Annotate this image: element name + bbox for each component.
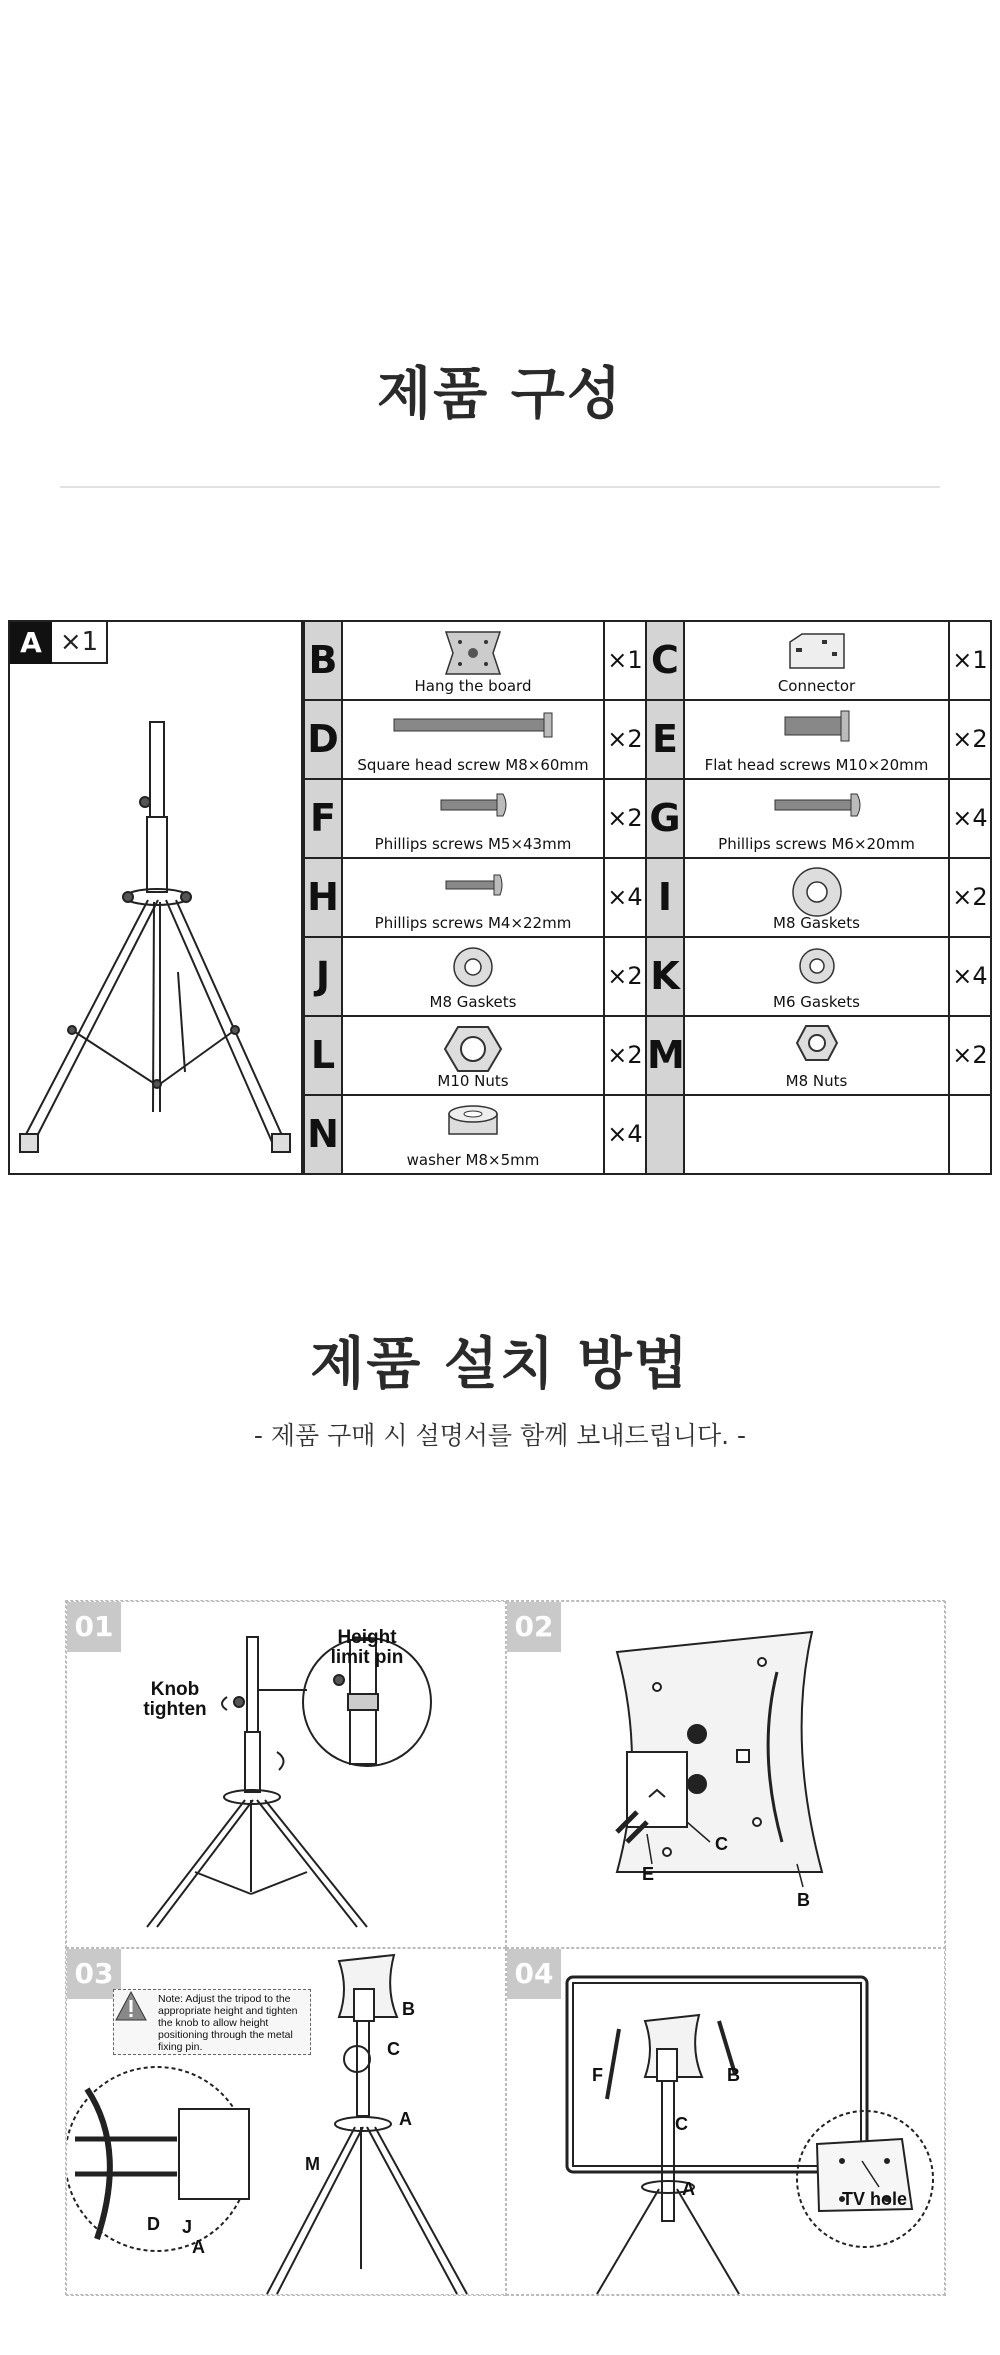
gasket-icon [795,944,839,988]
part-letter: I [645,859,685,936]
step-03-panel [66,1948,506,2296]
part-label: M8 Gaskets [773,914,860,932]
height-limit-pin-label: Height limit pin [330,1627,404,1668]
step-number: 02 [507,1602,561,1652]
warning-icon [114,1990,148,2022]
part-description [685,701,950,778]
parts-row [303,780,990,859]
part-quantity: ×2 [607,804,643,832]
part-a-cell [10,622,303,1173]
part-label: M6 Gaskets [773,993,860,1011]
screw-icon [767,786,867,826]
part-letter: N [303,1096,343,1173]
marker-c: C [387,2039,400,2059]
knob-tighten-label: Knob tighten [143,1679,207,1720]
marker-m: M [305,2154,320,2174]
part-letter-empty [645,1096,685,1173]
part-description [343,701,605,778]
marker-a: A [399,2109,412,2129]
part-letter: L [303,1017,343,1094]
hex-nut-icon [795,1023,839,1063]
part-label: M10 Nuts [437,1072,509,1090]
marker-b: B [402,1999,415,2019]
long-screw-icon [388,707,558,747]
parts-row [303,859,990,938]
part-description [343,938,605,1015]
part-label: Flat head screws M10×20mm [704,756,929,774]
part-description [343,780,605,857]
marker-f: F [592,2065,603,2085]
part-label: Square head screw M8×60mm [357,756,589,774]
section-title-components: 제품 구성 [377,362,623,427]
parts-row [303,701,990,780]
part-quantity: ×1 [607,646,643,674]
marker-j: J [182,2217,193,2237]
parts-row [303,1017,990,1096]
part-letter: D [303,701,343,778]
marker-e: E [642,1864,655,1884]
part-quantity-empty [950,1096,990,1173]
parts-row [303,1096,990,1173]
washer-icon [443,1102,503,1142]
tripod-knob-illustration [67,1602,506,1948]
marker-b: B [797,1890,810,1910]
connector-icon [782,628,852,678]
part-description [685,938,950,1015]
part-letter: H [303,859,343,936]
part-description [343,1017,605,1094]
part-quantity: ×4 [607,883,643,911]
part-description [343,1096,605,1173]
part-quantity: ×2 [607,725,643,753]
part-description [685,1017,950,1094]
part-letter: A [10,622,52,664]
part-quantity: ×2 [952,725,988,753]
part-label: M8 Gaskets [429,993,517,1011]
gasket-icon [448,944,498,990]
divider [60,486,940,488]
part-description [343,859,605,936]
step-04-panel [506,1948,946,2296]
step-number: 01 [67,1602,121,1652]
tv-mount-illustration [507,1949,946,2296]
marker-a: A [192,2237,205,2257]
marker-c: C [675,2114,688,2134]
adjust-note-text: Note: Adjust the tripod to the appropriate height and tighten the knob to allow height positioning through the metal fixing pin. [158,1993,298,2054]
parts-table [8,620,992,1175]
gasket-icon [787,865,847,919]
screw-icon [433,786,513,826]
installation-steps [65,1600,945,2295]
board-connector-illustration [507,1602,946,1948]
part-quantity: ×2 [952,1041,988,1069]
part-description [685,780,950,857]
step-02-panel [506,1601,946,1948]
marker-a: A [682,2179,695,2199]
part-letter: K [645,938,685,1015]
part-letter: E [645,701,685,778]
part-label: Phillips screws M5×43mm [374,835,572,853]
part-letter: G [645,780,685,857]
marker-c: C [715,1834,728,1854]
part-quantity: ×4 [952,804,988,832]
part-letter: B [303,622,343,699]
step-number: 03 [67,1949,121,1999]
part-description [343,622,605,699]
step-01-panel [66,1601,506,1948]
part-label: Connector [777,677,856,695]
part-quantity: ×2 [952,883,988,911]
parts-row [303,938,990,1017]
part-label: M8 Nuts [785,1072,848,1090]
tripod-icon [10,672,303,1172]
step-number: 04 [507,1949,561,1999]
adjust-note [113,1989,311,2055]
part-quantity: ×4 [607,1120,643,1148]
part-label: Phillips screws M4×22mm [374,914,572,932]
part-description [685,859,950,936]
small-screw-icon [438,865,508,905]
section-subtitle: - 제품 구매 시 설명서를 함께 보내드립니다. - [253,1421,747,1450]
hex-nut-icon [443,1023,503,1075]
part-label: washer M8×5mm [406,1151,540,1169]
marker-d: D [147,2214,160,2234]
part-letter: C [645,622,685,699]
section-title-installation: 제품 설치 방법 [310,1332,690,1397]
part-label: Hang the board [414,677,532,695]
tv-hole-label: TV hole [842,2189,908,2209]
part-quantity: ×2 [607,962,643,990]
plate-icon [438,628,508,678]
part-label: Phillips screws M6×20mm [718,835,915,853]
part-letter: M [645,1017,685,1094]
part-description-empty [685,1096,950,1173]
part-quantity: ×1 [952,646,988,674]
part-quantity: ×1 [52,622,108,664]
part-description [685,622,950,699]
marker-b: B [727,2065,740,2085]
part-letter: J [303,938,343,1015]
flat-screw-icon [777,707,857,747]
parts-row [303,622,990,701]
part-quantity: ×4 [952,962,988,990]
part-letter: F [303,780,343,857]
part-quantity: ×2 [607,1041,643,1069]
